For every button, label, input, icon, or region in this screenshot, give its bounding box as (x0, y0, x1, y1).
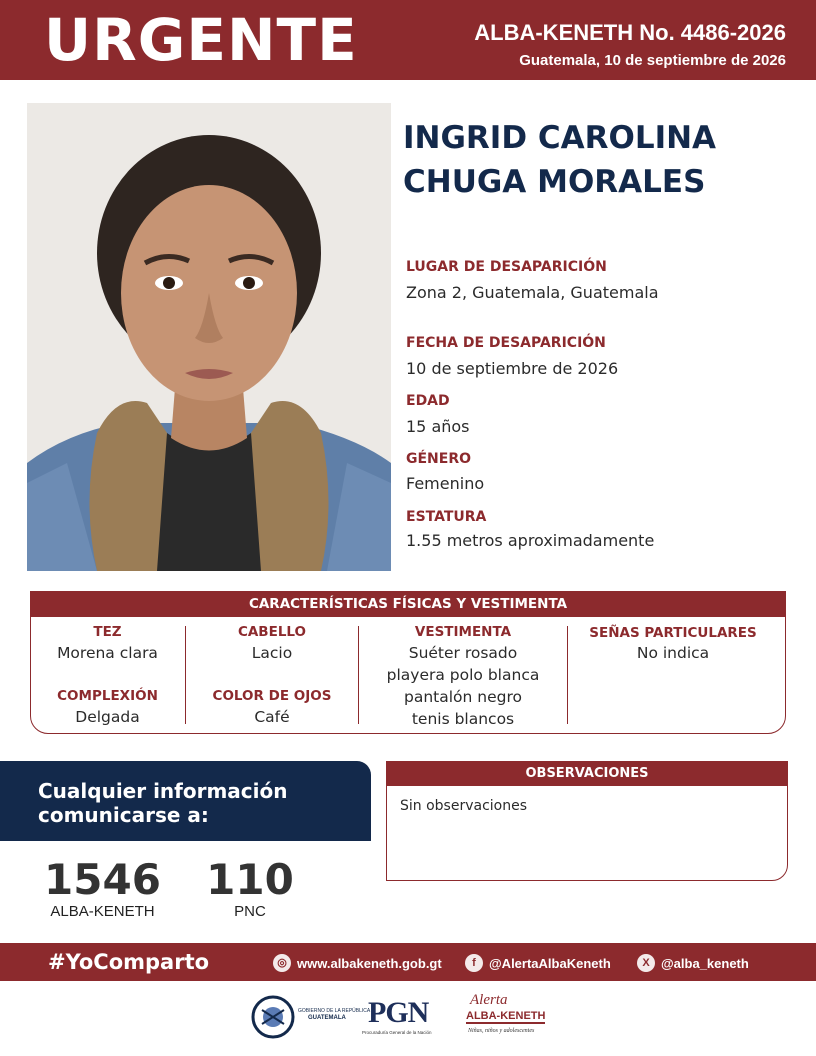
facebook-link[interactable] (465, 953, 611, 973)
eye-color-label: COLOR DE OJOS (212, 688, 332, 704)
place-label: LUGAR DE DESAPARICIÓN (406, 259, 607, 275)
characteristics-title: CARACTERÍSTICAS FÍSICAS Y VESTIMENTA (30, 591, 786, 617)
clothing-item: pantalón negro (404, 688, 522, 706)
government-logo (250, 990, 371, 1042)
clothing-label: VESTIMENTA (414, 624, 512, 640)
clothing-item: tenis blancos (411, 710, 515, 728)
tez-value: Morena clara (57, 644, 158, 662)
clothing-item: playera polo blanca (386, 666, 540, 684)
x-icon: X (637, 954, 655, 972)
alba-keneth-number[interactable]: 1546 (44, 855, 161, 904)
age-value: 15 años (406, 417, 470, 436)
observations-title: OBSERVACIONES (386, 761, 788, 786)
date-label: FECHA DE DESAPARICIÓN (406, 335, 606, 351)
alba-text: ALBA-KENETH (466, 1010, 546, 1022)
place-value: Zona 2, Guatemala, Guatemala (406, 283, 659, 302)
gov-line1: GOBIERNO DE LA REPÚBLICA (298, 1008, 371, 1014)
missing-person-photo (27, 103, 391, 571)
marks-value: No indica (636, 644, 710, 662)
facebook-icon: f (465, 954, 483, 972)
hashtag: #YoComparto (48, 950, 210, 974)
contact-text (38, 779, 288, 827)
pgn-sub: Procuraduría General de la Nación (362, 1030, 432, 1035)
gov-line2: GUATEMALA (308, 1015, 346, 1021)
website-text: www.albakeneth.gob.gt (297, 955, 442, 971)
gender-value: Femenino (406, 474, 485, 493)
pgn-logo (362, 990, 452, 1042)
height-label: ESTATURA (406, 509, 487, 525)
alba-keneth-logo (464, 990, 544, 1042)
globe-icon: ◎ (273, 954, 291, 972)
pnc-number[interactable]: 110 (206, 855, 294, 904)
date-line: Guatemala, 10 de septiembre de 2026 (519, 52, 786, 69)
x-link[interactable] (637, 953, 749, 973)
alba-sub: Niñas, niños y adolescentes (468, 1028, 535, 1034)
observations-text: Sin observaciones (400, 798, 528, 814)
complexion-label: COMPLEXIÓN (57, 688, 158, 704)
alba-keneth-number-label: ALBA-KENETH (50, 903, 155, 920)
age-label: EDAD (406, 393, 450, 409)
date-value: 10 de septiembre de 2026 (406, 359, 619, 378)
eye-color-value: Café (254, 708, 290, 726)
website-link[interactable] (273, 953, 442, 973)
alerta-text: Alerta (470, 992, 508, 1008)
x-text: @alba_keneth (661, 955, 749, 971)
case-number: ALBA-KENETH No. 4486-2026 (474, 20, 786, 45)
person-name: INGRID CAROLINA CHUGA MORALES (403, 120, 717, 200)
tez-label: TEZ (93, 624, 122, 640)
complexion-value: Delgada (75, 708, 140, 726)
pnc-number-label: PNC (234, 903, 266, 920)
hair-value: Lacio (251, 644, 293, 662)
facebook-text: @AlertaAlbaKeneth (489, 955, 611, 971)
clothing-item: Suéter rosado (408, 644, 518, 662)
height-value: 1.55 metros aproximadamente (406, 531, 655, 550)
pgn-text: PGN (368, 996, 429, 1029)
contact-line: Cualquier información (38, 779, 288, 803)
gender-label: GÉNERO (406, 451, 472, 467)
contact-line: comunicarse a: (38, 803, 209, 827)
hair-label: CABELLO (237, 624, 307, 640)
urgent-title: URGENTE (44, 6, 358, 74)
marks-label: SEÑAS PARTICULARES (589, 625, 757, 641)
